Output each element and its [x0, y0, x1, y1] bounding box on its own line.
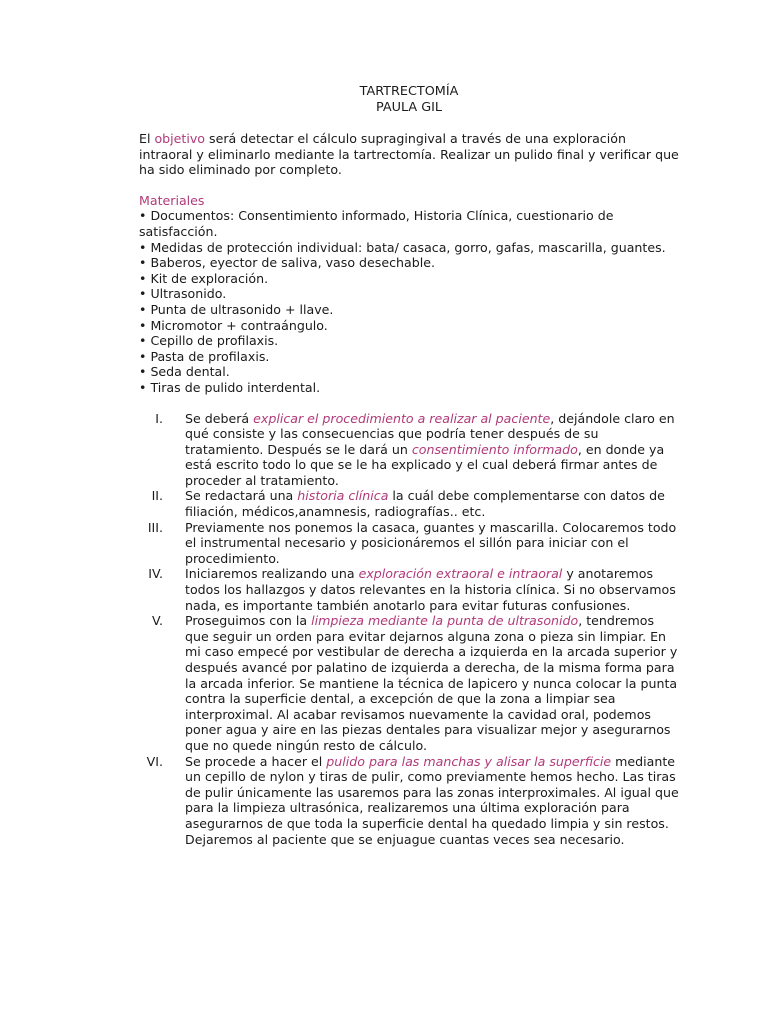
document-title: [139, 84, 679, 116]
step-number: V.: [152, 613, 163, 629]
material-item: • Medidas de protección individual: bata/ casaca, gorro, gafas, mascarilla, guantes.: [139, 240, 679, 256]
procedure-step: [139, 520, 679, 567]
material-item: • Documentos: Consentimiento informado, Historia Clínica, cuestionario de satisfacción.: [139, 208, 679, 239]
step-emphasis: historia clínica: [297, 488, 389, 504]
materials-list: [139, 208, 679, 395]
step-number: III.: [147, 519, 163, 535]
material-item: • Punta de ultrasonido + llave.: [139, 302, 679, 318]
step-number: I.: [155, 410, 163, 426]
material-item: • Cepillo de profilaxis.: [139, 333, 679, 349]
intro-before: El: [139, 131, 155, 146]
step-number: VI.: [146, 753, 163, 769]
step-text: Se redactará una: [185, 488, 298, 504]
material-item: • Ultrasonido.: [139, 286, 679, 302]
step-text: Iniciaremos realizando una: [185, 566, 359, 582]
material-item: • Kit de exploración.: [139, 271, 679, 287]
materials-heading: Materiales: [139, 192, 205, 208]
intro-after: será detectar el cálculo supragingival a través de una exploración intraoral y eliminarlo mediante la tartrectomía. Realizar un pulido final y verificar que ha sido eliminado por completo.: [139, 131, 679, 178]
step-text: , tendremos que seguir un orden para evitar dejarnos alguna zona o pieza sin limpiar. En mi caso empecé por vestibular de derecha a izquierda en la arcada superior y después avancé por palatino de izquierda a derecha, de la misma forma para la arcada inferior. Se mantiene la técnica de lapicero y nunca colocar la punta contra la superficie dental, a excepción de que la zona a limpiar sea interproximal. Al acabar revisamos nuevamente la cavidad oral, podemos poner agua y aire en las piezas dentales para visualizar mejor y asegurarnos que no quede ningún resto de cálculo.: [185, 613, 678, 753]
material-item: • Tiras de pulido interdental.: [139, 380, 679, 396]
author-name: PAULA GIL: [375, 100, 443, 115]
step-emphasis: pulido para las manchas y alisar la superficie: [326, 753, 612, 769]
step-text: , dejándole claro en qué consiste y las consecuencias que podría tener después de su tratamiento. Después se le dará un: [185, 410, 675, 457]
step-emphasis: exploración extraoral e intraoral: [358, 566, 563, 582]
title-text: TARTRECTOMÍA: [359, 84, 459, 99]
procedure-step: [139, 754, 679, 848]
step-text: Se procede a hacer el: [185, 753, 327, 769]
step-emphasis: explicar el procedimiento a realizar al paciente: [253, 410, 551, 426]
step-text: , en donde ya está escrito todo lo que se le ha explicado y el cual deberá firmar antes de proceder al tratamiento.: [185, 441, 665, 488]
step-emphasis: limpieza mediante la punta de ultrasonido: [311, 613, 579, 629]
step-number: II.: [151, 488, 163, 504]
objective-paragraph: [139, 131, 679, 178]
objective-highlight: objetivo: [154, 131, 206, 146]
step-text: la cuál debe complementarse con datos de filiación, médicos,anamnesis, radiografías.. etc.: [185, 488, 665, 520]
material-item: • Pasta de profilaxis.: [139, 349, 679, 365]
procedure-step: [139, 613, 679, 753]
procedure-step: [139, 566, 679, 613]
material-item: • Baberos, eyector de saliva, vaso desechable.: [139, 255, 679, 271]
procedure-step: [139, 411, 679, 489]
step-emphasis: consentimiento informado: [411, 441, 578, 457]
step-text: Proseguimos con la: [185, 613, 312, 629]
procedure-steps: [139, 411, 679, 848]
step-number: IV.: [148, 566, 163, 582]
step-text: Previamente nos ponemos la casaca, guantes y mascarilla. Colocaremos todo el instrumental necesario y posicionáremos el sillón para iniciar con el procedimiento.: [185, 519, 677, 566]
material-item: • Seda dental.: [139, 364, 679, 380]
material-item: • Micromotor + contraángulo.: [139, 318, 679, 334]
step-text: y anotaremos todos los hallazgos y datos relevantes en la historia clínica. Si no observamos nada, es importante también anotarlo para evitar futuras confusiones.: [185, 566, 676, 613]
step-text: Se deberá: [185, 410, 254, 426]
document-page: [139, 84, 679, 847]
step-text: mediante un cepillo de nylon y tiras de pulir, como previamente hemos hecho. Las tiras de pulir únicamente las usaremos para las zonas interproximales. Al igual que para la limpieza ultrasónica, realizaremos una última exploración para asegurarnos de que toda la superficie dental ha quedado limpia y sin restos. Dejaremos al paciente que se enjuague cuantas veces sea necesario.: [185, 753, 679, 847]
procedure-step: [139, 488, 679, 519]
